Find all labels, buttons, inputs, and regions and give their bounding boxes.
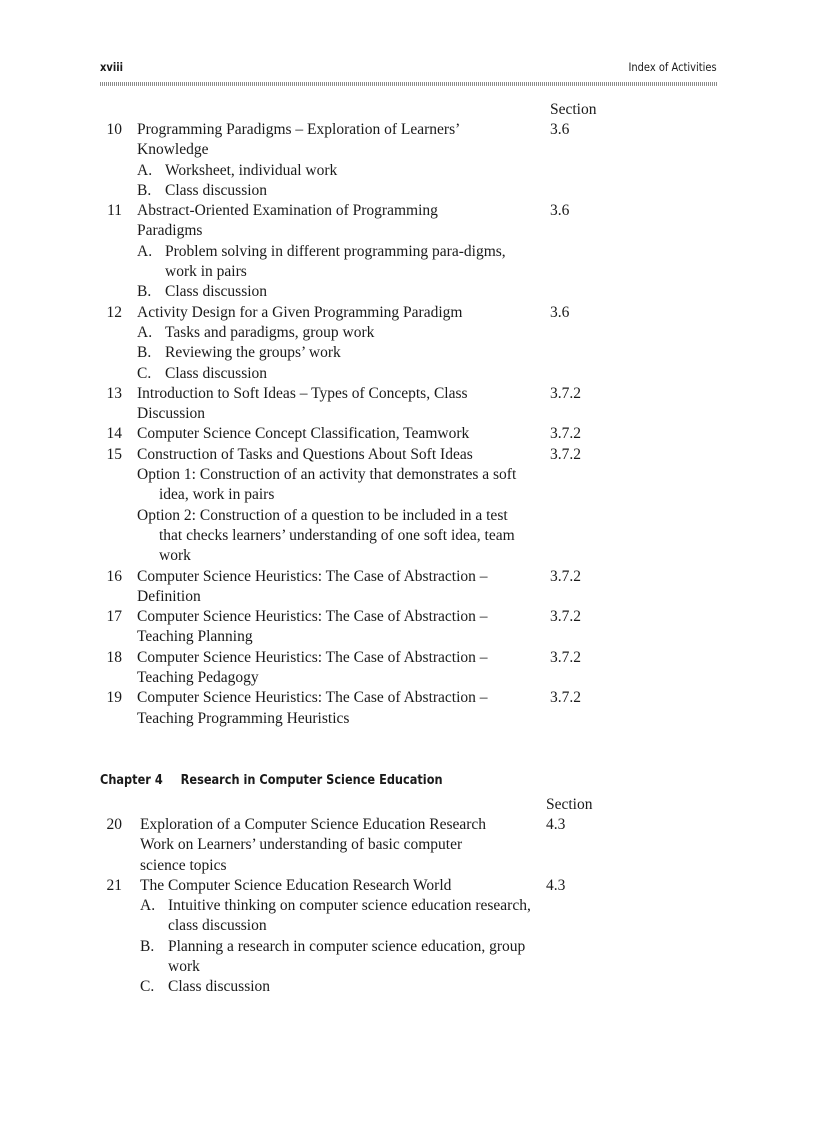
- activity-title-line: Paradigms: [137, 222, 203, 240]
- activity-section: 3.7.2: [550, 445, 581, 463]
- activity-entry: [100, 303, 717, 384]
- section-column-heading: Section: [550, 101, 597, 118]
- activity-section: 3.7.2: [550, 648, 581, 666]
- activity-title: [137, 201, 532, 242]
- activity-title-line: Abstract-Oriented Examination of Programming: [137, 202, 438, 220]
- activity-title-line: Computer Science Heuristics: The Case of Abstraction –: [137, 648, 488, 666]
- activity-entry: [100, 688, 717, 729]
- activity-title: [137, 648, 532, 689]
- sub-activity: [140, 937, 535, 978]
- activity-title-line: Definition: [137, 587, 201, 605]
- activity-title: [137, 567, 532, 608]
- sub-activity: [137, 181, 532, 201]
- activity-entry: [100, 201, 717, 302]
- activity-title: [137, 607, 532, 648]
- sub-activity: [137, 282, 532, 302]
- sub-activity: [137, 364, 532, 384]
- activity-number: 11: [107, 202, 122, 220]
- activity-section: 3.6: [550, 202, 570, 220]
- activity-title: [137, 120, 532, 161]
- sub-activity-label: B.: [137, 344, 152, 362]
- activity-number: 13: [106, 384, 122, 402]
- activity-number: 16: [106, 567, 122, 585]
- activity-number: 14: [106, 425, 122, 443]
- activity-title-line: Exploration of a Computer Science Education Research: [140, 816, 487, 833]
- activity-title-line: science topics: [140, 856, 227, 874]
- running-head: [100, 60, 717, 74]
- activity-option: Option 2: Construction of a question to be included in a test that checks learners’ understanding of one soft idea, team work: [137, 506, 515, 565]
- activity-number: 18: [106, 648, 122, 666]
- sub-activity-text: Tasks and paradigms, group work: [165, 323, 375, 341]
- sub-activity-text: Reviewing the groups’ work: [165, 344, 341, 362]
- chapter-title: Research in Computer Science Education: [180, 772, 443, 788]
- sub-activity: [137, 161, 532, 181]
- activity-title-line: Work on Learners’ understanding of basic computer: [140, 836, 463, 854]
- activity-list-continued: [100, 100, 717, 729]
- sub-activity-label: C.: [137, 364, 152, 382]
- activity-title: [137, 688, 532, 729]
- header-rule: [100, 82, 717, 86]
- activity-section: 4.3: [546, 876, 566, 894]
- activity-title-line: Computer Science Heuristics: The Case of Abstraction –: [137, 689, 488, 707]
- sub-activity-label: B.: [137, 181, 152, 199]
- activity-title: [137, 384, 532, 425]
- section-column-heading: Section: [546, 796, 593, 813]
- sub-activity-text: Class discussion: [165, 364, 268, 382]
- activity-title: [137, 424, 532, 444]
- activity-entry: [100, 384, 717, 425]
- activity-title-line: Introduction to Soft Ideas – Types of Concepts, Class: [137, 384, 468, 402]
- activity-title-line: Computer Science Heuristics: The Case of Abstraction –: [137, 567, 488, 585]
- activity-number: 20: [106, 816, 122, 833]
- activity-section: 3.6: [550, 303, 570, 321]
- activity-section: 3.6: [550, 121, 570, 138]
- activity-entry: [100, 424, 717, 444]
- activity-title-line: Discussion: [137, 405, 206, 423]
- sub-activity-label: C.: [140, 978, 155, 996]
- activity-title-line: Teaching Programming Heuristics: [137, 709, 350, 727]
- activity-section: 3.7.2: [550, 608, 581, 626]
- activity-title: [140, 876, 535, 896]
- sub-activity: [137, 242, 532, 283]
- sub-activity-label: B.: [140, 937, 155, 955]
- activity-number: 19: [106, 689, 122, 707]
- sub-activity: [137, 343, 532, 363]
- activity-section: 3.7.2: [550, 567, 581, 585]
- activity-entry: [100, 445, 717, 567]
- activity-title-line: Knowledge: [137, 141, 209, 159]
- activity-option: Option 1: Construction of an activity that demonstrates a soft idea, work in pairs: [137, 466, 517, 504]
- activity-number: 21: [106, 876, 122, 894]
- activity-number: 17: [106, 608, 122, 626]
- activity-section: 3.7.2: [550, 425, 581, 443]
- activity-title-line: Teaching Planning: [137, 628, 253, 646]
- activity-title-line: Activity Design for a Given Programming Paradigm: [137, 303, 463, 321]
- sub-activity-text: Worksheet, individual work: [165, 161, 338, 179]
- running-title: Index of Activities: [628, 60, 717, 74]
- chapter-label: Chapter 4: [100, 772, 163, 788]
- activity-title: [137, 303, 532, 323]
- chapter-heading: [100, 772, 443, 794]
- activity-title-line: Computer Science Concept Classification, Teamwork: [137, 425, 470, 443]
- page-number: xviii: [100, 60, 124, 74]
- activity-number: 15: [106, 445, 122, 463]
- activity-entry: [100, 607, 717, 648]
- sub-activity: [140, 896, 535, 937]
- sub-activity-label: A.: [137, 323, 153, 341]
- activity-number: 12: [106, 303, 122, 321]
- sub-activity: [140, 977, 535, 997]
- activity-entry: [100, 648, 717, 689]
- activity-list-chapter-4: [100, 795, 717, 998]
- activity-section: 4.3: [546, 816, 566, 833]
- activity-section: 3.7.2: [550, 384, 581, 402]
- sub-activity-text: Planning a research in computer science education, group work: [168, 937, 526, 976]
- activity-entry: [100, 815, 717, 876]
- activity-title: [137, 445, 532, 465]
- activity-entry: [100, 567, 717, 608]
- activity-title-line: Programming Paradigms – Exploration of Learners’: [137, 121, 461, 138]
- sub-activity-label: A.: [137, 161, 153, 179]
- activity-number: 10: [106, 121, 122, 138]
- sub-activity: [137, 323, 532, 343]
- sub-activity-text: Class discussion: [168, 978, 271, 996]
- activity-entry: [100, 120, 717, 201]
- activity-title-line: Construction of Tasks and Questions About Soft Ideas: [137, 445, 473, 463]
- activity-title-line: The Computer Science Education Research World: [140, 876, 452, 894]
- sub-activity-text: Class discussion: [165, 181, 268, 199]
- sub-activity-label: A.: [137, 242, 153, 260]
- sub-activity-text: Intuitive thinking on computer science education research, class discussion: [168, 897, 531, 935]
- sub-activity-text: Problem solving in different programming para-digms, work in pairs: [165, 242, 506, 281]
- sub-activity-label: B.: [137, 283, 152, 301]
- activity-title-line: Teaching Pedagogy: [137, 669, 259, 687]
- activity-section: 3.7.2: [550, 689, 581, 707]
- sub-activity-text: Class discussion: [165, 283, 268, 301]
- activity-title: [140, 815, 535, 876]
- activity-title-line: Computer Science Heuristics: The Case of Abstraction –: [137, 608, 488, 626]
- sub-activity-label: A.: [140, 897, 156, 915]
- activity-entry: [100, 876, 717, 998]
